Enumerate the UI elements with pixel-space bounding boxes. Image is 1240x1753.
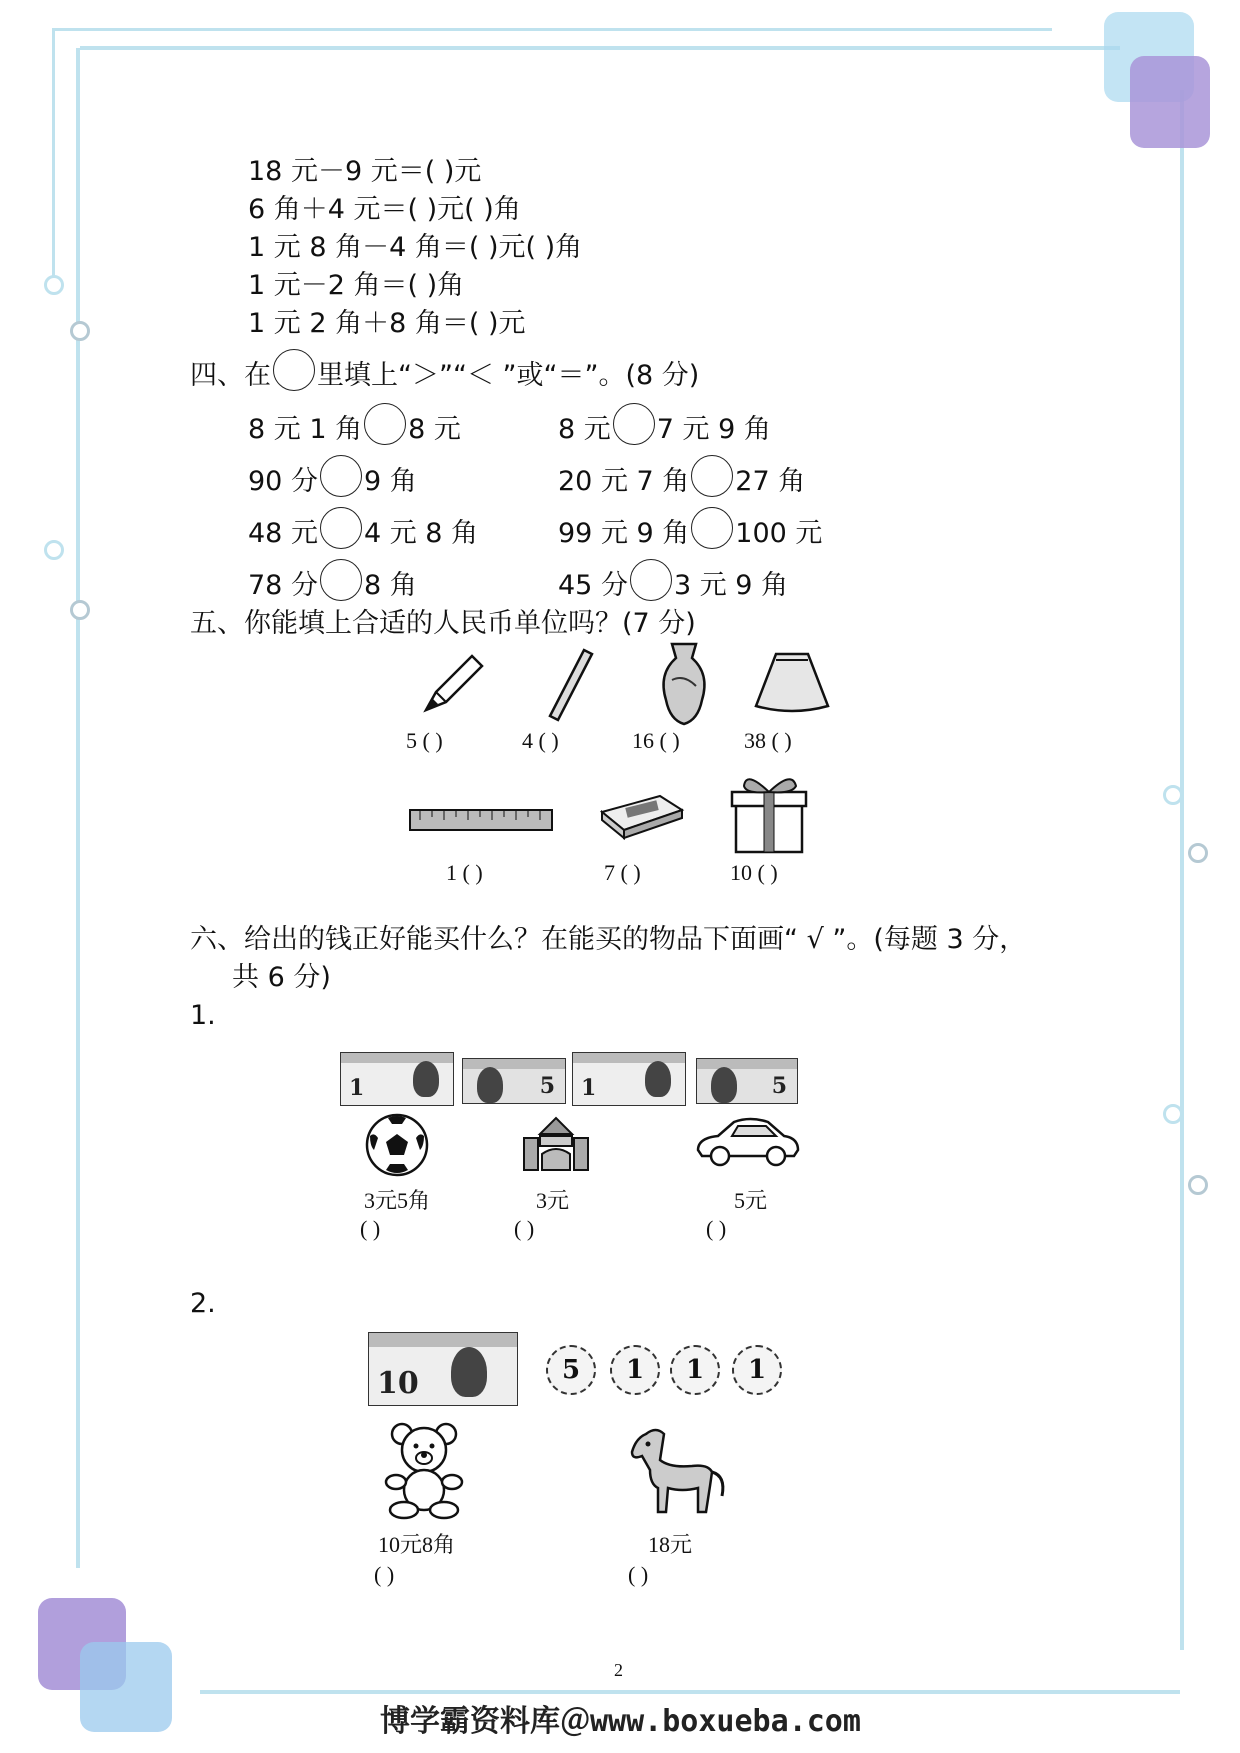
- frame-bottom-line: [200, 1690, 1180, 1694]
- frame-dot: [1188, 1175, 1208, 1195]
- answer-circle[interactable]: [691, 455, 733, 497]
- compare-rhs: 4 元 8 角: [363, 518, 479, 549]
- compare-row-1-left: [248, 416, 461, 445]
- compare-row-4-right: [558, 572, 788, 601]
- answer-blank-teddy[interactable]: ( ): [374, 1562, 395, 1587]
- coin-image: 1: [610, 1345, 660, 1395]
- sec3-line-4: 1 元－2 角＝( )角: [248, 270, 465, 301]
- price-blocks: 3元: [536, 1188, 570, 1213]
- frame-dot: [70, 600, 90, 620]
- sec4-title-a: 四、在: [190, 360, 271, 391]
- footer-watermark: 博学霸资料库＠www.boxueba.com: [380, 1704, 861, 1739]
- compare-row-3-left: [248, 520, 478, 549]
- compare-lhs: 20 元 7 角: [558, 466, 690, 497]
- coin-image: 1: [670, 1345, 720, 1395]
- answer-blank-car[interactable]: ( ): [706, 1216, 727, 1241]
- soccer-ball-icon: [364, 1112, 430, 1178]
- vase-icon: [654, 640, 714, 726]
- price-car: 5元: [734, 1188, 768, 1213]
- price-teddy: 10元8角: [378, 1532, 456, 1557]
- compare-rhs: 100 元: [735, 518, 823, 549]
- answer-circle[interactable]: [320, 455, 362, 497]
- eraser-icon: [596, 790, 686, 842]
- frame-dot: [70, 321, 90, 341]
- compare-rhs: 8 元: [408, 414, 461, 445]
- teddy-bear-icon: [378, 1420, 470, 1520]
- frame-dot: [44, 275, 64, 295]
- stick-pen-icon: [546, 646, 596, 722]
- compare-row-1-right: [558, 416, 771, 445]
- coin-image: 1: [732, 1345, 782, 1395]
- answer-blank-blocks[interactable]: ( ): [514, 1216, 535, 1241]
- answer-circle[interactable]: [320, 507, 362, 549]
- answer-blank-horse[interactable]: ( ): [628, 1562, 649, 1587]
- caption-eraser: 7 ( ): [604, 860, 641, 885]
- answer-circle[interactable]: [630, 559, 672, 601]
- compare-lhs: 45 分: [558, 570, 628, 601]
- frame-top-line: [80, 46, 1120, 50]
- compare-row-4-left: [248, 572, 417, 601]
- toy-horse-icon: [626, 1426, 730, 1518]
- pencil-icon: [416, 648, 486, 718]
- banknote-image: 1: [340, 1052, 454, 1106]
- sec6-title-line1: 六、给出的钱正好能买什么？在能买的物品下面画“ √ ”。(每题 3 分，: [190, 924, 1027, 955]
- corner-square-bottom-left-blue: [80, 1642, 172, 1732]
- compare-row-2-right: [558, 468, 805, 497]
- toy-car-icon: [694, 1112, 802, 1168]
- compare-lhs: 8 元 1 角: [248, 414, 363, 445]
- compare-lhs: 78 分: [248, 570, 318, 601]
- sec3-line-2: 6 角＋4 元＝( )元( )角: [248, 194, 521, 225]
- compare-rhs: 8 角: [363, 570, 417, 601]
- compare-lhs: 90 分: [248, 466, 318, 497]
- banknote-image: 1: [572, 1052, 686, 1106]
- frame-dot: [1188, 843, 1208, 863]
- answer-circle[interactable]: [691, 507, 733, 549]
- building-blocks-icon: [520, 1114, 592, 1174]
- answer-circle[interactable]: [320, 559, 362, 601]
- caption-vase: 16 ( ): [632, 728, 680, 753]
- price-ball: 3元5角: [364, 1188, 431, 1213]
- compare-lhs: 48 元: [248, 518, 318, 549]
- frame-left-line: [76, 48, 80, 1568]
- sec5-title: 五、你能填上合适的人民币单位吗？(7 分): [190, 608, 696, 639]
- frame-left-inner-line: [52, 30, 55, 280]
- sec6-title-line2: 共 6 分): [232, 962, 331, 993]
- compare-row-3-right: [558, 520, 822, 549]
- price-horse: 18元: [648, 1532, 693, 1557]
- caption-gift: 10 ( ): [730, 860, 778, 885]
- coin-image: 5: [546, 1345, 596, 1395]
- banknote-image: 5: [696, 1058, 798, 1104]
- corner-square-top-right-purple: [1130, 56, 1210, 148]
- compare-rhs: 3 元 9 角: [673, 570, 789, 601]
- ruler-icon: [408, 806, 554, 834]
- frame-dot: [44, 540, 64, 560]
- answer-circle[interactable]: [613, 403, 655, 445]
- banknote-image: 5: [462, 1058, 566, 1104]
- caption-skirt: 38 ( ): [744, 728, 792, 753]
- compare-circle: [273, 349, 315, 391]
- sec3-line-5: 1 元 2 角＋8 角＝( )元: [248, 308, 526, 339]
- caption-pen: 4 ( ): [522, 728, 559, 753]
- q1-label: 1.: [190, 1000, 216, 1031]
- compare-rhs: 7 元 9 角: [656, 414, 771, 445]
- compare-lhs: 99 元 9 角: [558, 518, 690, 549]
- compare-lhs: 8 元: [558, 414, 611, 445]
- frame-dot: [1163, 1104, 1183, 1124]
- page-number: 2: [614, 1660, 623, 1680]
- sec4-title: [190, 362, 699, 391]
- compare-rhs: 27 角: [735, 466, 806, 497]
- sec3-line-1: 18 元－9 元＝( )元: [248, 156, 482, 187]
- frame-dot: [1163, 785, 1183, 805]
- frame-right-line: [1180, 90, 1184, 1650]
- frame-top-inner-line: [52, 28, 1052, 31]
- banknote-ten-image: 10: [368, 1332, 518, 1406]
- q2-label: 2.: [190, 1288, 216, 1319]
- answer-blank-ball[interactable]: ( ): [360, 1216, 381, 1241]
- skirt-icon: [752, 650, 832, 716]
- answer-circle[interactable]: [364, 403, 406, 445]
- compare-row-2-left: [248, 468, 417, 497]
- sec3-line-3: 1 元 8 角－4 角＝( )元( )角: [248, 232, 583, 263]
- compare-rhs: 9 角: [363, 466, 417, 497]
- sec4-title-b: 里填上“＞”“＜ ”或“＝”。(8 分): [317, 360, 700, 391]
- caption-ruler: 1 ( ): [446, 860, 483, 885]
- gift-box-icon: [728, 768, 810, 858]
- caption-pencil: 5 ( ): [406, 728, 443, 753]
